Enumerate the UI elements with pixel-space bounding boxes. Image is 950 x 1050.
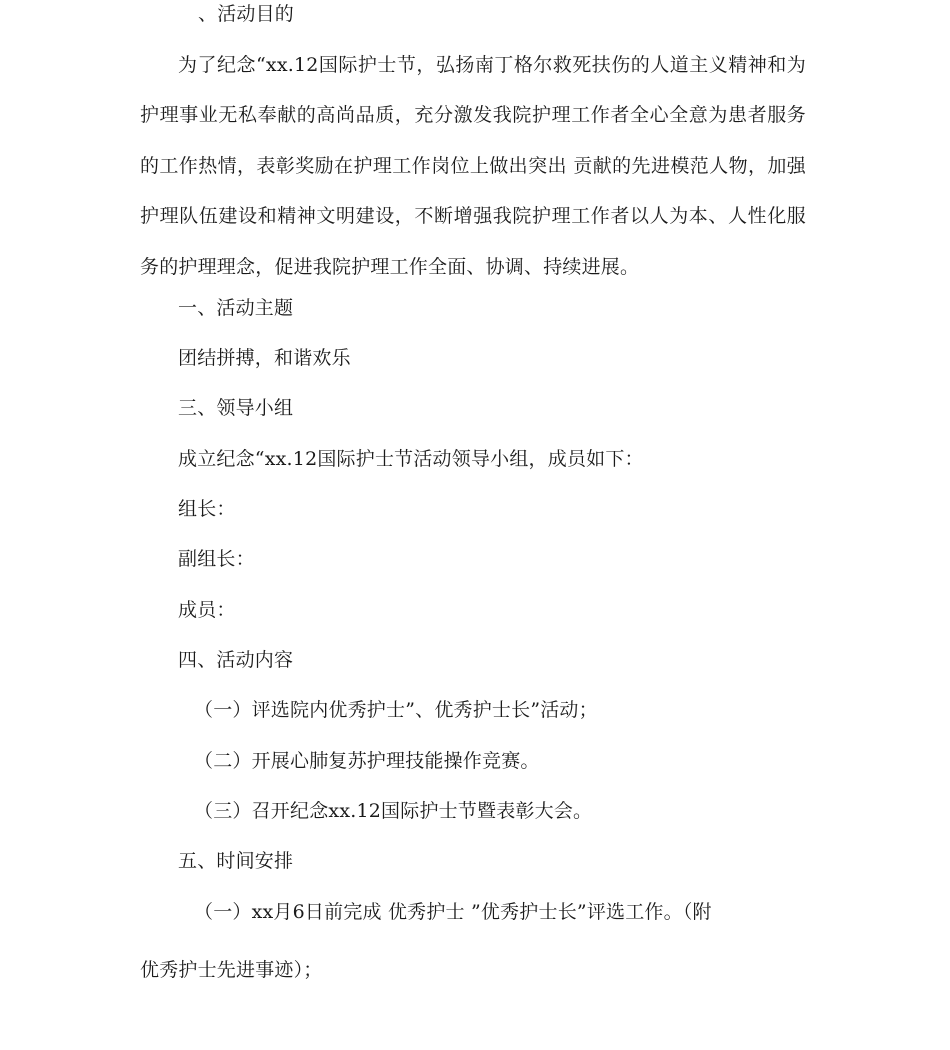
group-leader-label: 组长： [178, 498, 236, 520]
content-item: （二）开展心肺复苏护理技能操作竞赛。 [194, 750, 540, 772]
schedule-item-line: （一）xx月6日前完成 优秀护士 ”优秀护士长”评选工作。（附 [194, 901, 712, 923]
content-item: （一）评选院内优秀护士”、优秀护士长”活动； [194, 699, 598, 721]
heading-time-schedule: 五、时间安排 [178, 850, 294, 872]
members-label: 成员： [178, 599, 236, 621]
heading-activity-theme: 一、活动主题 [178, 297, 294, 319]
deputy-leader-label: 副组长： [178, 548, 255, 570]
heading-activity-purpose: 、活动目的 [198, 3, 295, 25]
leadership-intro-text: 成立纪念“xx.12国际护士节活动领导小组，成员如下： [178, 448, 644, 470]
heading-leadership-group: 三、领导小组 [178, 397, 294, 419]
content-item: （三）召开纪念xx.12国际护士节暨表彰大会。 [194, 800, 593, 822]
heading-activity-content: 四、活动内容 [178, 649, 294, 671]
purpose-paragraph: 为了纪念“xx.12国际护士节，弘扬南丁格尔救死扶伤的人道主义精神和为护理事业无私奉献的高尚品质，充分激发我院护理工作者全心全意为患者服务的工作热情，表彰奖励在护理工作岗位上做出突出 贡献的先进模范人物，加强护理队伍建设和精神文明建设，不断增强我院护理工作者以人为本、人性化服务的护理理念，促进我院护理工作全面、协调、持续进展。 [140, 54, 806, 278]
activity-theme-text: 团结拼搏，和谐欢乐 [178, 347, 351, 369]
schedule-item-line: 优秀护士先进事迹）； [140, 959, 323, 981]
